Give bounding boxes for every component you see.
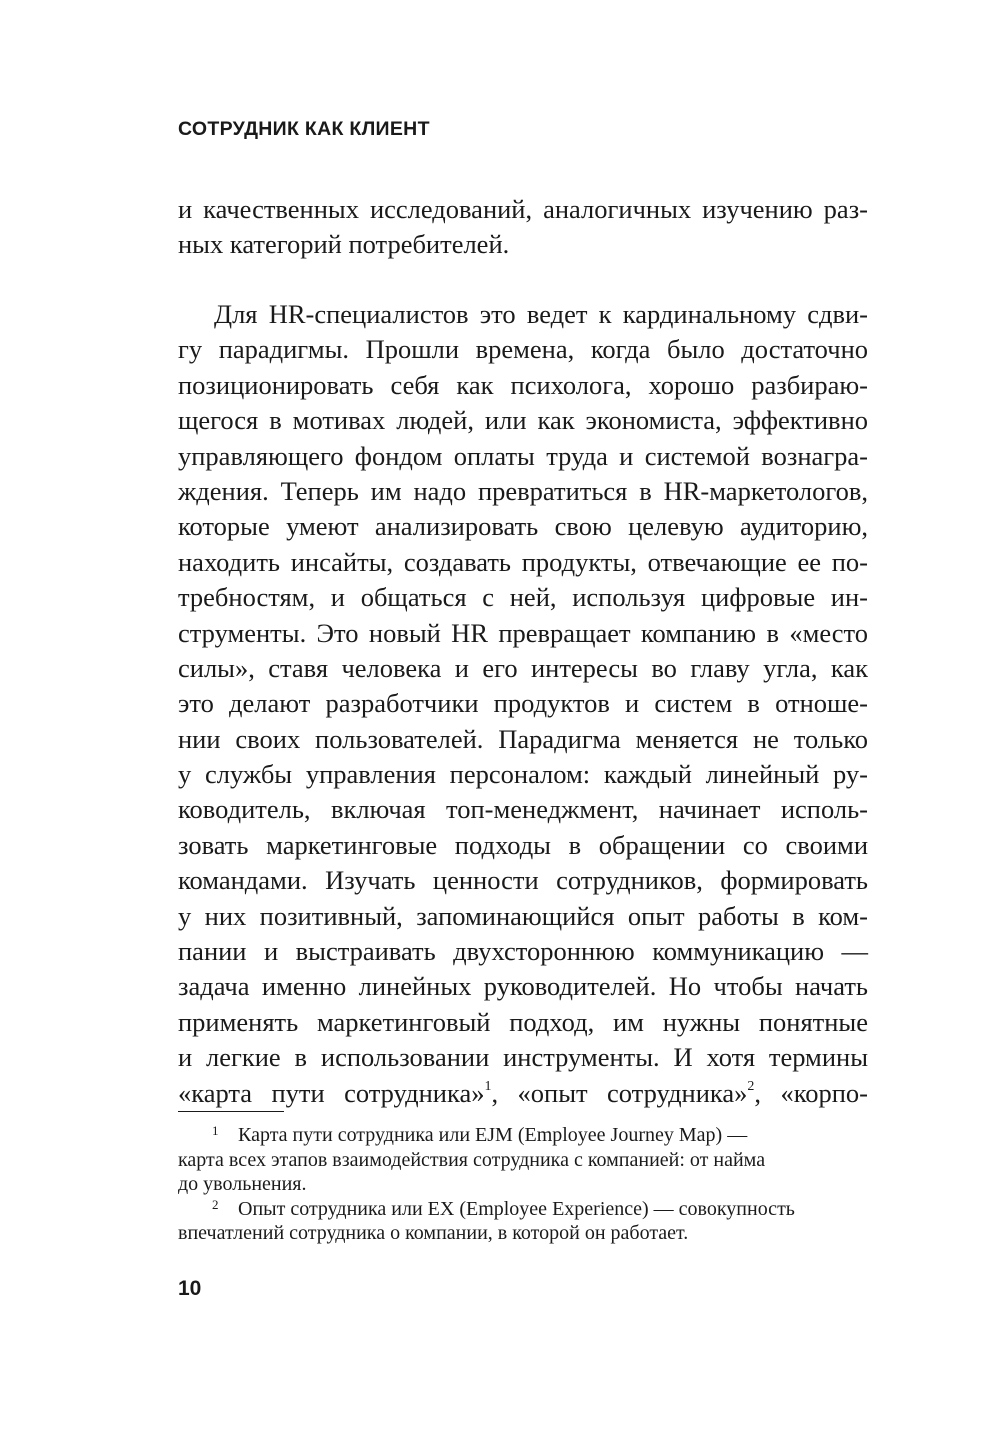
footnote-1	[178, 1123, 868, 1197]
text-line: щегося в мотивах людей, или как экономиста, эффективно	[178, 405, 868, 436]
footnote-2	[178, 1197, 868, 1246]
footnote-text: до увольнения.	[178, 1173, 307, 1196]
text-line: силы», ставя человека и его интересы во главу угла, как	[178, 652, 868, 683]
text-line: струменты. Это новый HR превращает компанию в «место	[178, 617, 868, 648]
text-line: пании и выстраивать двухстороннюю коммуникацию —	[178, 936, 868, 967]
page-number: 10	[178, 1277, 202, 1300]
footnote-text: Карта пути сотрудника или EJM (Employee Journey Map) —	[238, 1124, 748, 1146]
text-line: ных категорий потребителей.	[178, 229, 510, 260]
text-line: управляющего фондом оплаты труда и системой вознагра-	[178, 440, 868, 471]
text-line: и легкие в использовании инструменты. И хотя термины	[178, 1042, 868, 1073]
text-line: Для HR-специалистов это ведет к кардинальному сдви-	[214, 299, 868, 329]
footnotes	[178, 1123, 868, 1246]
footnote-separator	[178, 1111, 284, 1112]
text-line: это делают разработчики продуктов и систем в отноше-	[178, 688, 868, 719]
running-head: СОТРУДНИК КАК КЛИЕНТ	[178, 118, 430, 140]
text-line: и качественных исследований, аналогичных изучению раз-	[178, 194, 868, 224]
text-line: ководитель, включая топ-менеджмент, начинает исполь-	[178, 794, 868, 825]
footnote-ref-2[interactable]: 2	[747, 1078, 755, 1094]
footnote-text: впечатлений сотрудника о компании, в которой он работает.	[178, 1222, 689, 1245]
text-line: зовать маркетинговые подходы в обращении со своими	[178, 829, 868, 860]
paragraph-1	[178, 192, 868, 263]
text-segment: , «корпо-	[754, 1077, 868, 1108]
text-line: которые умеют анализировать свою целевую аудиторию,	[178, 511, 868, 542]
text-line: нии своих пользователей. Парадигма меняется не только	[178, 723, 868, 754]
text-line: ждения. Теперь им надо превратиться в HR-маркетологов,	[178, 475, 868, 506]
text-line: задача именно линейных руководителей. Но чтобы начать	[178, 971, 868, 1002]
footnote-text: Опыт сотрудника или EX (Employee Experience) — совокупность	[238, 1197, 795, 1220]
text-line: применять маркетинговый подход, им нужны понятные	[178, 1006, 868, 1037]
text-line: у службы управления персоналом: каждый линейный ру-	[178, 759, 868, 790]
text-line-with-footnote-refs	[178, 1076, 868, 1111]
footnote-text: карта всех этапов взаимодействия сотрудника с компанией: от найма	[178, 1148, 766, 1171]
paragraph-2	[178, 297, 868, 1111]
text-line: командами. Изучать ценности сотрудников, формировать	[178, 865, 868, 896]
text-segment: , «опыт сотрудника»	[491, 1077, 748, 1108]
footnote-number: 1	[212, 1123, 219, 1138]
footnote-number: 2	[212, 1196, 219, 1212]
text-line: требностям, и общаться с ней, используя цифровые ин-	[178, 582, 868, 613]
text-line: гу парадигмы. Прошли времена, когда было достаточно	[178, 334, 868, 365]
text-segment: «карта пути сотрудника»	[178, 1077, 485, 1108]
text-line: у них позитивный, запоминающийся опыт работы в ком-	[178, 900, 868, 931]
footnote-ref-1[interactable]: 1	[484, 1078, 492, 1094]
text-line: находить инсайты, создавать продукты, отвечающие ее по-	[178, 546, 868, 577]
text-line: позиционировать себя как психолога, хорошо разбираю-	[178, 369, 868, 400]
